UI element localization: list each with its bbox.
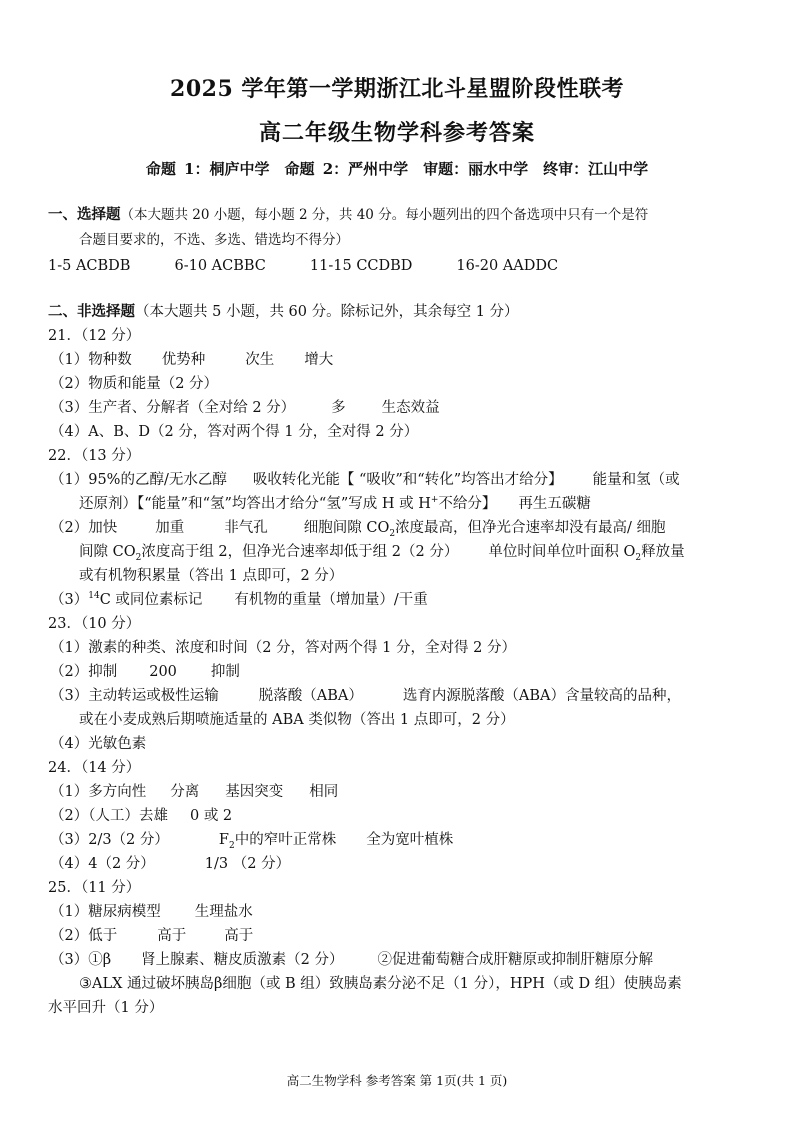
answer-blank: C 或同位素标记 xyxy=(99,592,203,608)
answer-blank: 脱落酸（ABA） xyxy=(258,688,363,704)
superscript: 14 xyxy=(88,591,100,602)
section1-heading: 一、选择题 xyxy=(48,206,121,223)
subscript: 2 xyxy=(389,528,396,539)
answer-text: 间隙 CO xyxy=(79,544,136,560)
section2-heading-line xyxy=(48,302,519,322)
choice-answers xyxy=(48,256,558,276)
q23-part4: （4）光敏色素 xyxy=(50,736,147,752)
answer-blank: 非气孔 xyxy=(224,520,268,536)
question-23-heading: 23．（10 分） xyxy=(48,616,141,632)
choice-answer-group: 6-10 ACBBC xyxy=(174,258,266,274)
answer-blank: （3）2/3（2 分） xyxy=(50,832,169,848)
answer-blank: 多 xyxy=(331,400,346,416)
q23-part1: （1）激素的种类、浓度和时间（2 分，答对两个得 1 分，全对得 2 分） xyxy=(50,640,516,656)
answer-blank: 吸收转化光能【 “吸收”和“转化”均答出才给分】 xyxy=(252,472,563,488)
document-subtitle: 高二年级生物学科参考答案 xyxy=(258,120,535,146)
answer-text: 还原剂）【“能量”和“氢”均答出才给分“氢”写成 H 或 H xyxy=(79,496,431,512)
subscript: 2 xyxy=(635,552,642,563)
q21-part2: （2）物质和能量（2 分） xyxy=(50,376,219,392)
q24-part1 xyxy=(50,782,338,802)
question-24-heading: 24．（14 分） xyxy=(48,760,141,776)
answer-blank: 200 xyxy=(149,664,177,680)
answer-blank: 生态效益 xyxy=(381,400,440,416)
answer-text: 不给分】 xyxy=(438,496,497,512)
q22-part2 xyxy=(50,518,666,538)
q24-part2 xyxy=(50,806,232,826)
q24-part4 xyxy=(50,854,290,874)
subscript: 2 xyxy=(228,840,235,851)
answer-blank: 相同 xyxy=(309,784,339,800)
answer-blank: （2）抑制 xyxy=(50,664,118,680)
section1-note: （本大题共 20 小题，每小题 2 分，共 40 分。每小题列出的四个备选项中只有一个是符 xyxy=(120,207,649,223)
question-21-heading: 21．（12 分） xyxy=(48,328,141,344)
q22-part1-cont xyxy=(79,494,591,514)
choice-answer-group: 11-15 CCDBD xyxy=(309,258,413,274)
q21-part3 xyxy=(50,398,440,418)
exam-title: 2025 学年第一学期浙江北斗星盟阶段性联考 xyxy=(170,76,624,102)
q23-part2 xyxy=(50,662,240,682)
page-footer: 高二生物学科 参考答案 第 1页(共 1 页) xyxy=(286,1073,508,1088)
subscript: 2 xyxy=(135,552,142,563)
section1-note-line2: 合题目要求的，不选、多选、错选均不得分） xyxy=(79,232,349,248)
q23-part3 xyxy=(50,686,681,706)
q25-part3-cont: ③ALX 通过破坏胰岛β细胞（或 B 组）致胰岛素分泌不足（1 分），HPH（或 D 组）使胰岛素 xyxy=(79,976,682,992)
answer-blank: （3）生产者、分解者（全对给 2 分） xyxy=(50,400,296,416)
answer-blank: （1）糖尿病模型 xyxy=(50,904,161,920)
answer-blank: ②促进葡萄糖合成肝糖原或抑制肝糖原分解 xyxy=(377,952,653,968)
q22-part3 xyxy=(50,590,428,610)
answer-blank: （4）4（2 分） xyxy=(50,856,155,872)
q21-part4: （4）A、B、D（2 分，答对两个得 1 分，全对得 2 分） xyxy=(50,424,419,440)
answer-blank: 有机物的重量（增加量）/干重 xyxy=(234,592,428,608)
answer-blank: 能量和氢（或 xyxy=(592,472,680,488)
choice-answer-group: 16-20 AADDC xyxy=(456,258,559,274)
answer-blank: 再生五碳糖 xyxy=(518,496,591,512)
answer-text: 单位时间单位叶面积 O xyxy=(488,544,636,560)
answer-blank: （3）主动转运或极性运输 xyxy=(50,688,219,704)
answer-blank: 增大 xyxy=(304,352,334,368)
answer-text: 释放量 xyxy=(641,544,685,560)
section1-note-cont xyxy=(79,230,349,250)
answer-blank: 次生 xyxy=(245,352,275,368)
section2-note: （本大题共 5 小题，共 60 分。除标记外，其余每空 1 分） xyxy=(135,304,519,320)
answer-blank: 加重 xyxy=(155,520,185,536)
answer-blank: 选育内源脱落酸（ABA）含量较高的品种， xyxy=(402,688,681,704)
answer-text: F xyxy=(218,832,229,848)
answer-blank: （1）物种数 xyxy=(50,352,132,368)
answer-blank: 全为宽叶植株 xyxy=(366,832,454,848)
answer-blank: （2）（人工）去雄 xyxy=(50,808,168,824)
answer-blank: （1）多方向性 xyxy=(50,784,147,800)
answer-blank: 优势种 xyxy=(161,352,206,368)
q23-part3-cont: 或在小麦成熟后期喷施适量的 ABA 类似物（答出 1 点即可，2 分） xyxy=(79,712,515,728)
question-25-heading: 25．（11 分） xyxy=(48,880,141,896)
answer-blank: 0 或 2 xyxy=(189,808,233,824)
section1-heading-line xyxy=(48,205,648,225)
q25-part2 xyxy=(50,926,253,946)
q25-part3 xyxy=(50,950,653,970)
answer-blank: （3）①β xyxy=(50,952,112,968)
q25-part1 xyxy=(50,902,253,922)
answer-blank: 1/3 （2 分） xyxy=(204,856,291,872)
answer-blank: 高于 xyxy=(224,928,254,944)
answer-text: 细胞间隙 CO xyxy=(303,520,390,536)
choice-answer-group: 1-5 ACBDB xyxy=(48,258,131,274)
q21-part1 xyxy=(50,350,333,370)
answer-blank: 肾上腺素、糖皮质激素（2 分） xyxy=(141,952,344,968)
section2-heading: 二、非选择题 xyxy=(48,303,135,320)
answer-blank: 生理盐水 xyxy=(194,904,253,920)
answer-text: 浓度高于组 2，但净光合速率却低于组 2（2 分） xyxy=(141,544,459,560)
answer-text: 浓度最高，但净光合速率却没有最高/ 细胞 xyxy=(395,520,666,536)
answer-blank: 分离 xyxy=(170,784,200,800)
question-22-heading: 22．（13 分） xyxy=(48,448,141,464)
answer-text: 中的窄叶正常株 xyxy=(234,832,337,848)
q22-part1 xyxy=(50,470,680,490)
q25-part3-cont2: 水平回升（1 分） xyxy=(48,1000,164,1016)
answer-blank: （2）低于 xyxy=(50,928,118,944)
q24-part3 xyxy=(50,830,453,850)
answer-blank: 高于 xyxy=(157,928,187,944)
q22-part2-cont2: 或有机物积累量（答出 1 点即可，2 分） xyxy=(79,568,344,584)
superscript: + xyxy=(430,495,439,506)
answer-blank: （2）加快 xyxy=(50,520,118,536)
answer-blank: 基因突变 xyxy=(225,784,284,800)
answer-blank: （1）95%的乙醇/无水乙醇 xyxy=(50,472,227,488)
answer-text: （3） xyxy=(50,592,89,608)
q22-part2-cont xyxy=(79,542,685,562)
authors-line: 命题 1：桐庐中学 命题 2：严州中学 审题：丽水中学 终审：江山中学 xyxy=(145,160,649,178)
answer-blank: 抑制 xyxy=(210,664,240,680)
